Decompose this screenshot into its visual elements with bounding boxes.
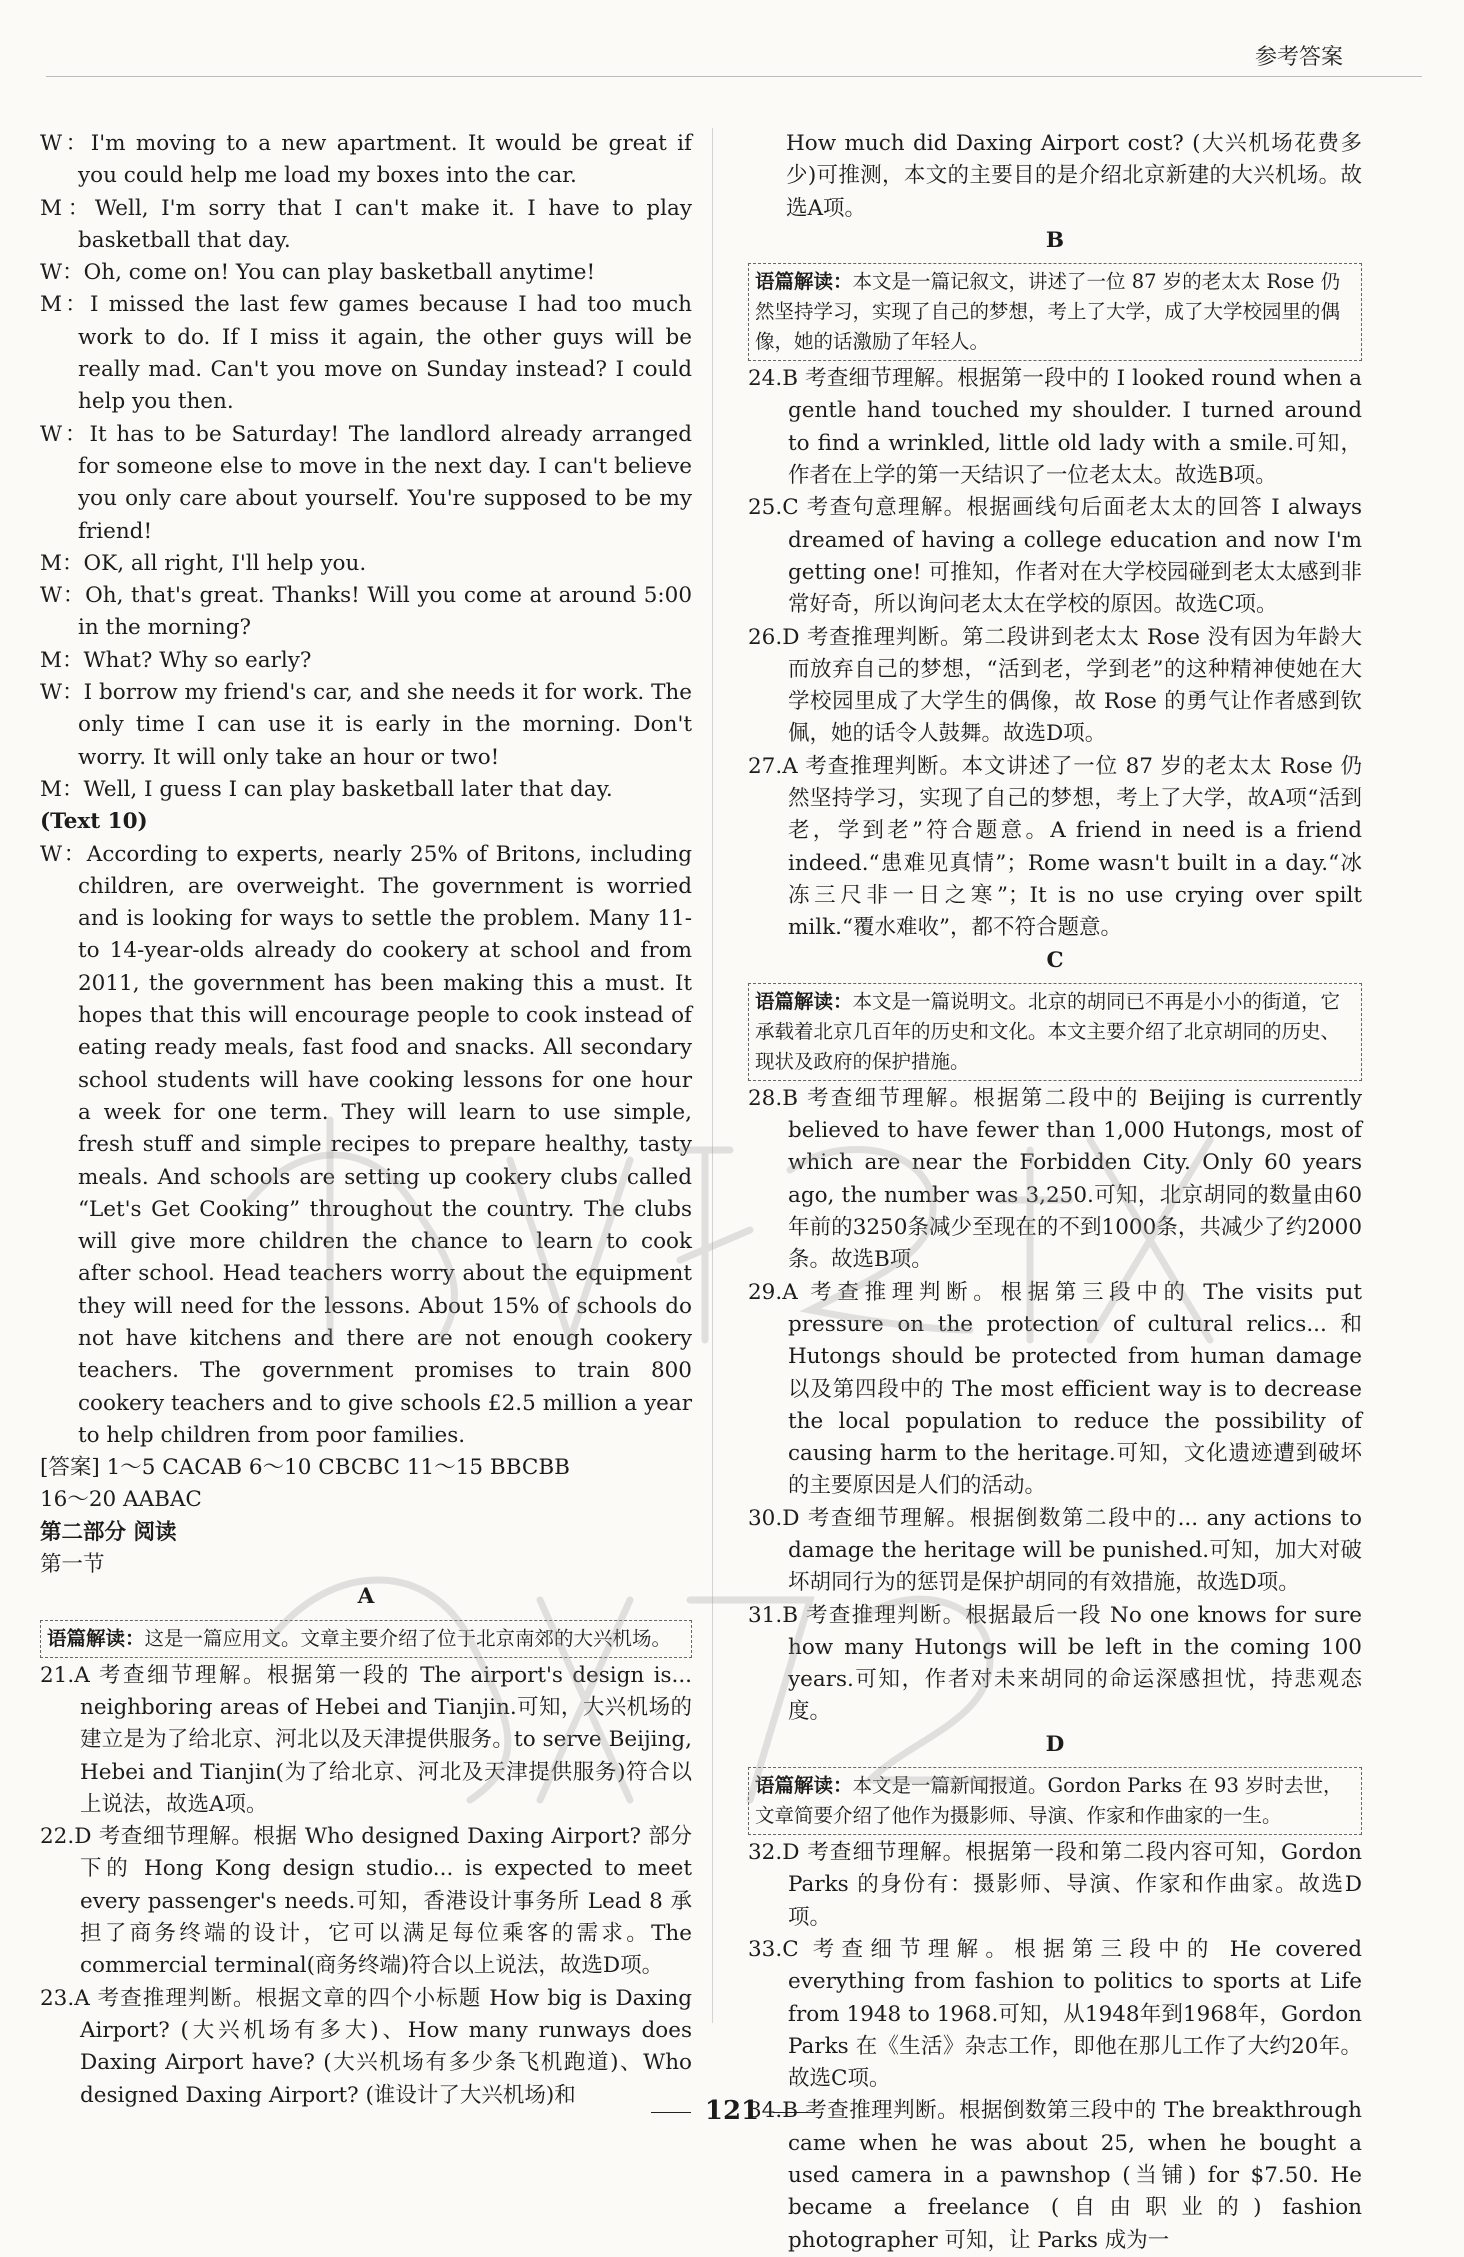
left-column [40,128,692,2112]
text10-label: (Text 10) [40,809,148,835]
answer-key-line-1: [答案] 1～5 CACAB 6～10 CBCBC 11～15 BBCBB [40,1455,570,1481]
answer-explanation: 21.A 考查细节理解。根据第一段的 The airport's design is... neighboring areas of Hebei and Tianjin.可知，大兴机场的建立是为了给北京、河北以及天津提供服务。to serve Beijing, Hebei and Tianjin(为了给北京、河北及天津提供服务)符合以上说法，故选A项。 [40,1662,692,1817]
passage-c-title: C [1046,947,1064,973]
answer-explanation: 22.D 考查细节理解。根据 Who designed Daxing Airport? 部分下的 Hong Kong design studio... is expected to meet every passenger's needs.可知，香港设计事务所 Lead 8 承担了商务终端的设计，它可以满足每位乘客的需求。The commercial terminal(商务终端)符合以上说法，故选D项。 [40,1824,692,1979]
dialogue-line: W：It has to be Saturday! The landlord already arranged for someone else to move in the next day. I can't believe you only care about yourself. You're supposed to be my friend! [40,421,692,544]
passage-a-title: A [357,1584,375,1610]
answer-explanation: 25.C 考查句意理解。根据画线句后面老太太的回答 I always dreamed of having a college education and now I'm getting one! 可推知，作者对在大学校园碰到老太太感到非常好奇，所以询问老太太在学校的原因。故选C项。 [748,495,1362,618]
passage-c-intro-box [748,983,1362,1081]
dialogue [40,128,692,806]
answers-a [40,1660,692,2112]
passage-d-intro-label: 语篇解读： [755,1774,853,1798]
passage-c-intro-label: 语篇解读： [755,989,853,1013]
answers-c [748,1083,1362,1729]
answer-explanation: 31.B 考查推理判断。根据最后一段 No one knows for sure how many Hutongs will be left in the coming 100 years.可知，作者对未来胡同的命运深感担忧，持悲观态度。 [748,1602,1362,1725]
page-number: 121 [0,2096,1464,2126]
dialogue-line: M：Well, I'm sorry that I can't make it. I have to play basketball that day. [40,195,692,253]
section-title: 第一节 [40,1552,105,1578]
passage-b-intro: 本文是一篇记叙文，讲述了一位 87 岁的老太太 Rose 仍然坚持学习，实现了自己的梦想，考上了大学，成了大学校园里的偶像，她的话激励了年轻人。 [755,270,1341,354]
dialogue-line: M：I missed the last few games because I had too much work to do. If I miss it again, the other guys will be really mad. Can't you move on Sunday instead? I could help you then. [40,292,692,415]
answer-explanation: 27.A 考查推理判断。本文讲述了一位 87 岁的老太太 Rose 仍然坚持学习，实现了自己的梦想，考上了大学，故A项“活到老，学到老”符合题意。A friend in need is a friend indeed.“患难见真情”；Rome wasn't built in a day.“冰冻三尺非一日之寒”；It is no use crying over spilt milk.“覆水难收”，都不符合题意。 [748,753,1362,941]
answers-b [748,363,1362,944]
header-rule [46,76,1422,77]
dialogue-line: W：Oh, come on! You can play basketball anytime! [40,260,596,286]
answer-23-continuation: How much did Daxing Airport cost? (大兴机场花费多少)可推测，本文的主要目的是介绍北京新建的大兴机场。故选A项。 [786,131,1362,221]
dialogue-line: M：Well, I guess I can play basketball later that day. [40,776,613,802]
answer-key-line-2: 16～20 AABAC [40,1487,202,1513]
answer-explanation: 34.B 考查推理判断。根据倒数第三段中的 The breakthrough came when he was about 25, when he bought a used camera in a pawnshop (当铺) for $7.50. He became a freelance (自由职业的) fashion photographer 可知，让 Parks 成为一 [748,2098,1362,2253]
passage-c-intro: 本文是一篇说明文。北京的胡同已不再是小小的街道，它承载着北京几百年的历史和文化。本文主要介绍了北京胡同的历史、现状及政府的保护措施。 [755,989,1341,1073]
passage-a-intro-box [40,1620,692,1658]
passage-b-intro-box [748,263,1362,361]
dialogue-line: W：Oh, that's great. Thanks! Will you come at around 5:00 in the morning? [40,583,692,641]
header-title: 参考答案 [1255,45,1344,70]
answer-explanation: 32.D 考查细节理解。根据第一段和第二段内容可知，Gordon Parks 的身份有：摄影师、导演、作家和作曲家。故选D项。 [748,1840,1362,1930]
dialogue-line: M：What? Why so early? [40,647,312,673]
answer-explanation: 33.C 考查细节理解。根据第三段中的 He covered everything from fashion to politics to sports at Life from 1948 to 1968.可知，从1948年到1968年，Gordon Parks 在《生活》杂志工作，即他在那儿工作了大约20年。故选C项。 [748,1936,1362,2092]
dialogue-line: W：I'm moving to a new apartment. It would be great if you could help me load my boxes into the car. [40,131,692,189]
answer-explanation: 23.A 考查推理判断。根据文章的四个小标题 How big is Daxing Airport? (大兴机场有多大)、How many runways does Daxing Airport have? (大兴机场有多少条飞机跑道)、Who designed Daxing Airport? (谁设计了大兴机场)和 [40,1985,692,2108]
column-divider [712,128,713,2023]
answer-explanation: 29.A 考查推理判断。根据第三段中的 The visits put pressure on the protection of cultural relics... 和 Hutongs should be protected from human damage 以及第四段中的 The most efficient way is to decrease the local population to reduce the possibility of causing harm to the heritage.可知，文化遗迹遭到破坏的主要原因是人们的活动。 [748,1279,1362,1499]
passage-d-title: D [1045,1731,1065,1757]
passage-d-intro: 本文是一篇新闻报道。Gordon Parks 在 93 岁时去世，文章简要介绍了他作为摄影师、导演、作家和作曲家的一生。 [755,1774,1343,1828]
right-column [748,128,1362,2257]
text10-passage: W：According to experts, nearly 25% of Britons, including children, are overweight. The government is worried and is looking for ways to settle the problem. Many 11-to 14-year-olds already do cookery at school and from 2011, the government has been making this a must. It hopes that this will encourage people to cook instead of eating ready meals, fast food and snacks. All secondary school students will have cooking lessons for one hour a week for one term. They will learn to use simple, fresh stuff and simple recipes to prepare healthy, tasty meals. And schools are setting up cookery clubs called “Let's Get Cooking” throughout the country. The clubs will give more children the chance to learn to cook after school. Head teachers worry about the equipment they will need for the lessons. About 15% of schools do not have kitchens and there are not enough cookery teachers. The government promises to train 800 cookery teachers and to give schools £2.5 million a year to help children from poor families. [40,841,692,1448]
dialogue-line: M：OK, all right, I'll help you. [40,550,367,576]
part-title: 第二部分 阅读 [40,1519,177,1545]
answers-d [748,1837,1362,2257]
passage-d-intro-box [748,1767,1362,1835]
answer-explanation: 28.B 考查细节理解。根据第二段中的 Beijing is currently believed to have fewer than 1,000 Hutongs, most of which are near the Forbidden City. Only 60 years ago, the number was 3,250.可知，北京胡同的数量由60年前的3250条减少至现在的不到1000条，共减少了约2000条。故选B项。 [748,1085,1362,1273]
passage-b-intro-label: 语篇解读： [755,270,853,294]
passage-a-intro: 这是一篇应用文。文章主要介绍了位于北京南郊的大兴机场。 [144,1626,672,1650]
passage-a-intro-label: 语篇解读： [47,1626,145,1650]
answer-explanation: 26.D 考查推理判断。第二段讲到老太太 Rose 没有因为年龄大而放弃自己的梦想，“活到老，学到老”的这种精神使她在大学校园里成了大学生的偶像，故 Rose 的勇气让作者感到钦佩，她的话令人鼓舞。故选D项。 [748,624,1362,747]
answer-explanation: 24.B 考查细节理解。根据第一段中的 I looked round when a gentle hand touched my shoulder. I turned around to find a wrinkled, little old lady with a smile.可知，作者在上学的第一天结识了一位老太太。故选B项。 [748,366,1362,489]
dialogue-line: W：I borrow my friend's car, and she needs it for work. The only time I can use it is early in the morning. Don't worry. It will only take an hour or two! [40,680,692,770]
answer-explanation: 30.D 考查细节理解。根据倒数第二段中的... any actions to damage the heritage will be punished.可知，加大对破坏胡同行为的惩罚是保护胡同的有效措施，故选D项。 [748,1505,1362,1596]
passage-b-title: B [1045,227,1065,253]
